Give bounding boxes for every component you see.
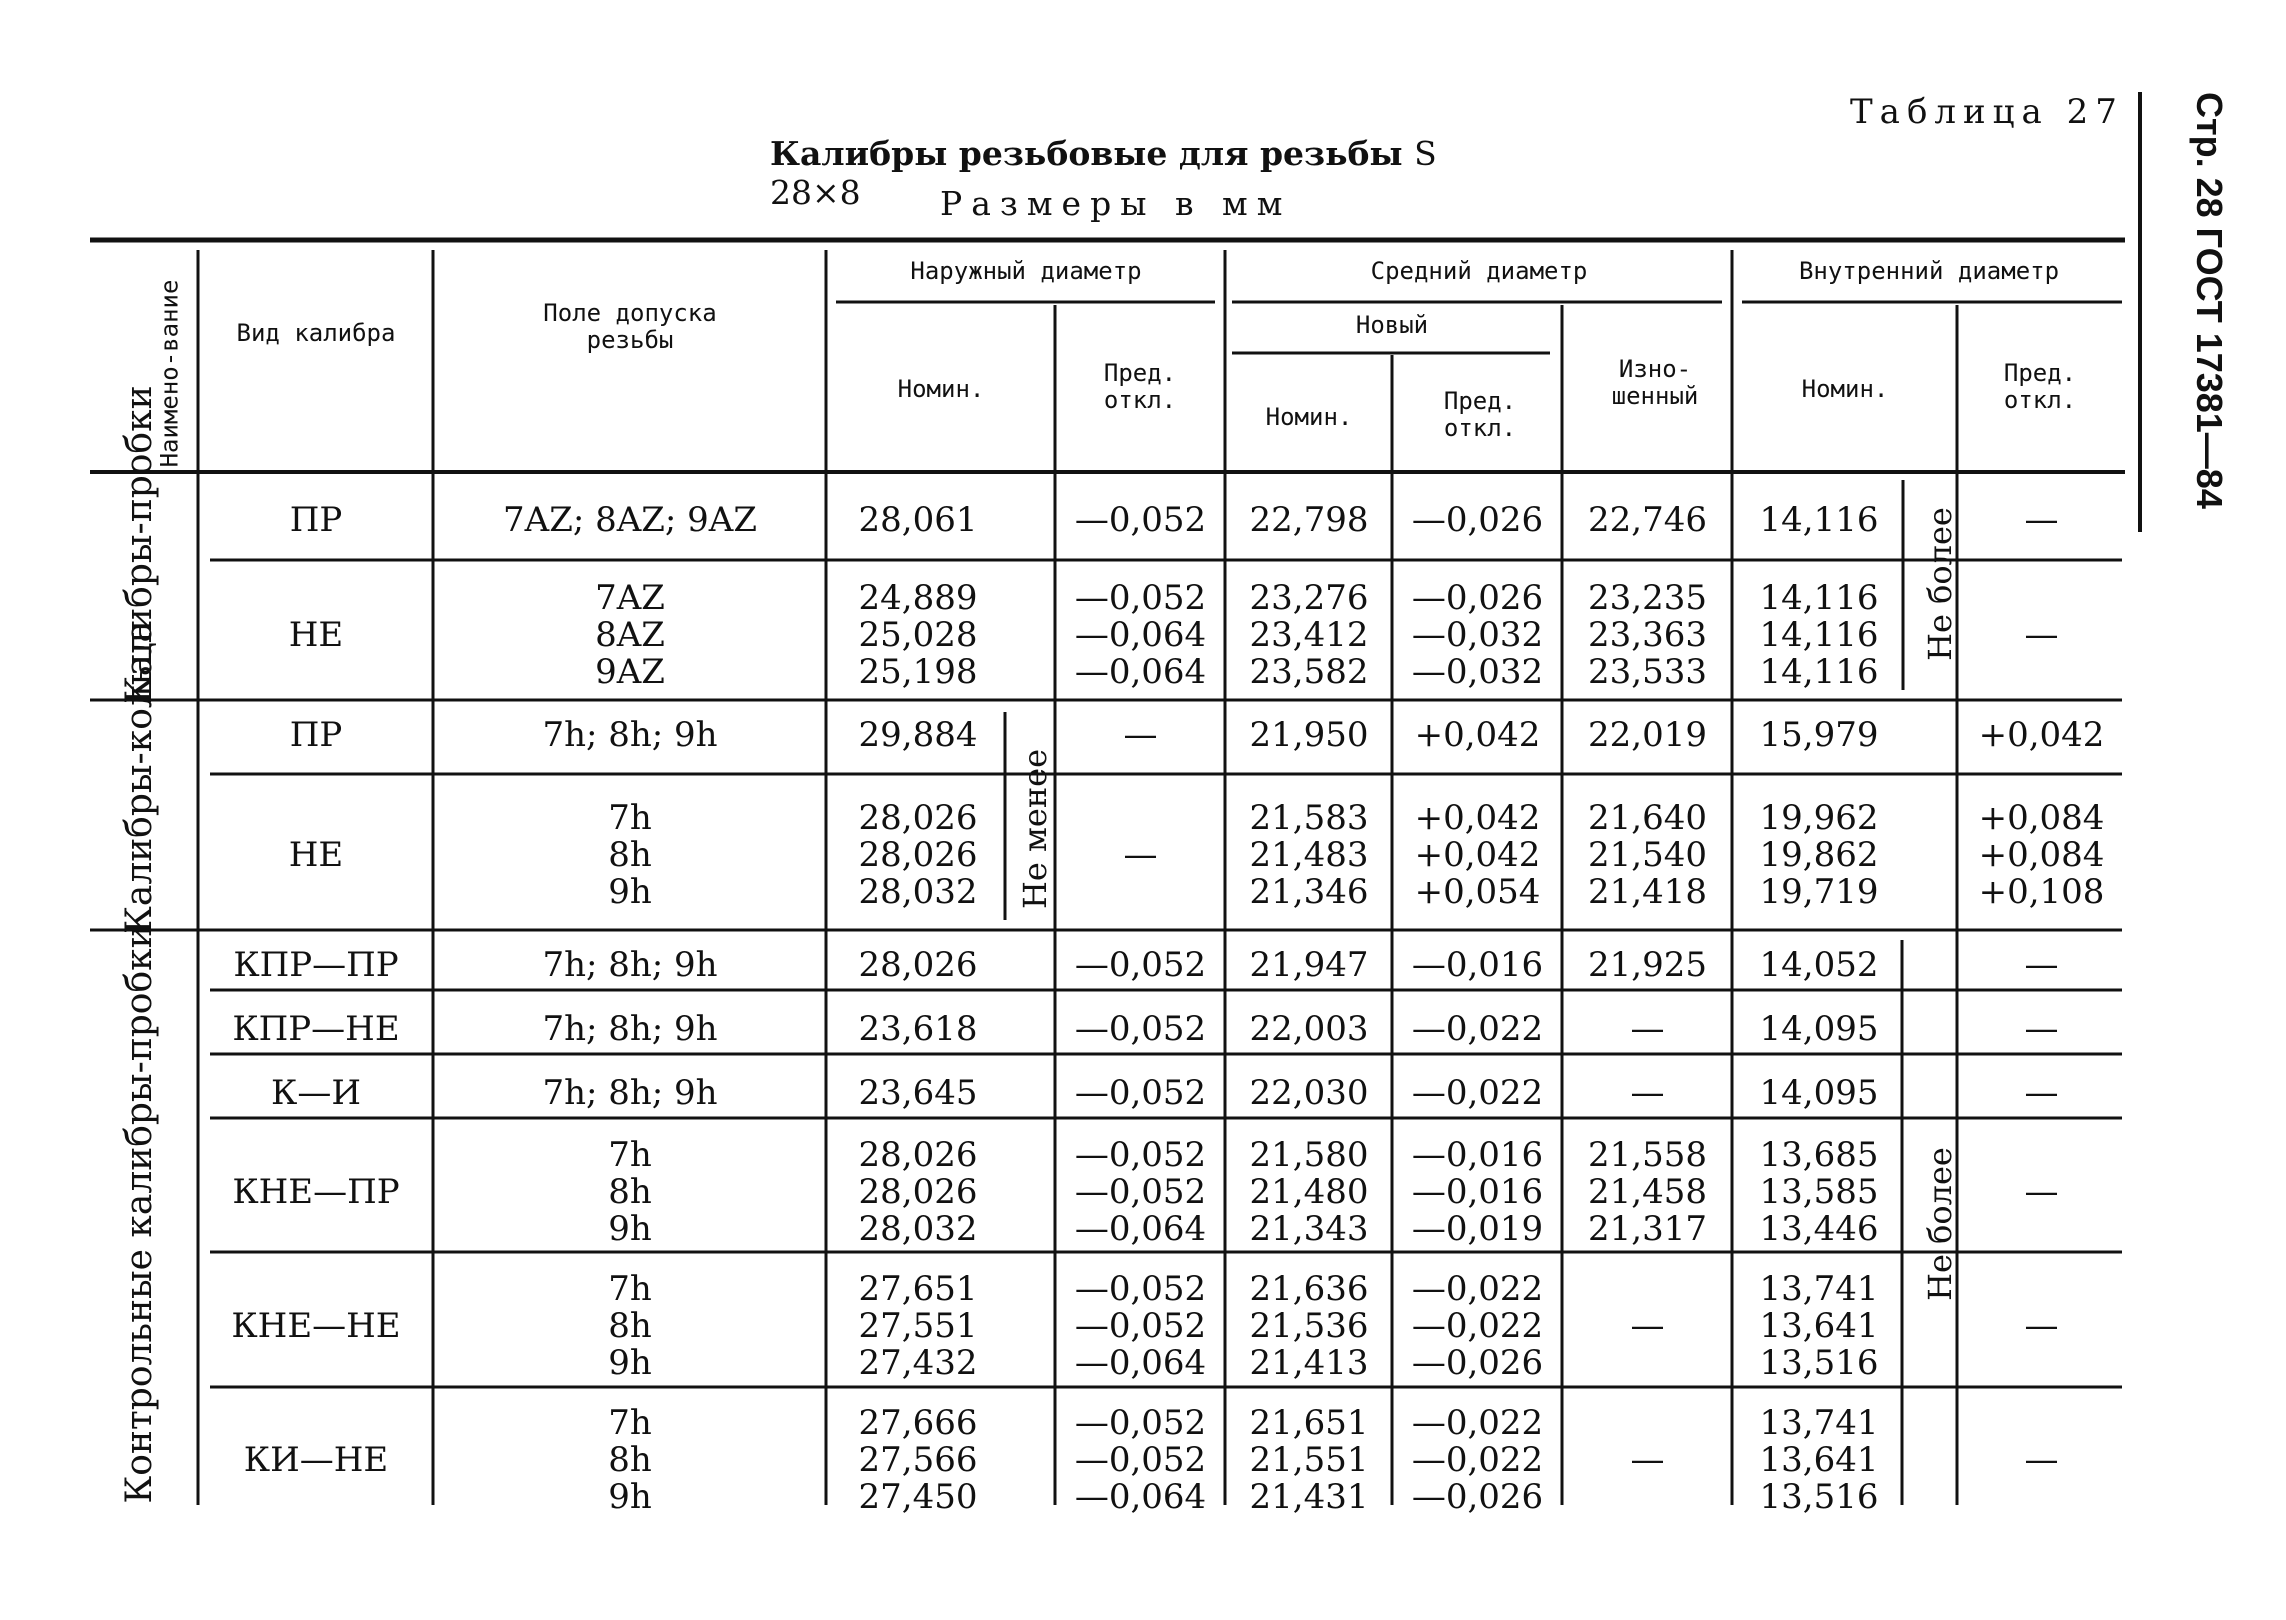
table-number: Таблица 27 (1850, 92, 2124, 132)
row-3-outer-deviation: — (1123, 714, 1158, 755)
row-4-outer-nominal: 28,026 28,026 28,032 (858, 797, 978, 912)
header-tolerance-field: Поле допуска резьбы (543, 299, 717, 354)
group-plug-gauges: Калибры-пробки (119, 385, 160, 704)
row-2-tolerance-field: 7AZ 8AZ 9AZ (595, 577, 665, 692)
header-inner-nominal: Номин. (1801, 375, 1889, 403)
row-8-inner-nominal: 13,685 13,585 13,446 (1759, 1134, 1879, 1249)
row-9-gauge-type: КНЕ—НЕ (231, 1305, 401, 1346)
row-2-middle-worn: 23,235 23,363 23,533 (1588, 577, 1707, 692)
row-9-middle-deviation: —0,022 —0,022 —0,026 (1411, 1268, 1544, 1383)
row-7-tolerance-field: 7h; 8h; 9h (542, 1072, 718, 1113)
row-1-outer-nominal: 28,061 (858, 499, 978, 540)
row-1-middle-worn: 22,746 (1588, 499, 1707, 540)
row-6-outer-nominal: 23,618 (858, 1008, 978, 1049)
row-6-middle-worn: — (1630, 1008, 1665, 1049)
row-10-inner-deviation: — (2024, 1439, 2059, 1480)
row-4-tolerance-field: 7h 8h 9h (608, 797, 652, 912)
row-7-outer-nominal: 23,645 (858, 1072, 978, 1113)
row-1-middle-deviation: —0,026 (1411, 499, 1544, 540)
row-4-inner-deviation: +0,084 +0,084 +0,108 (1978, 797, 2105, 912)
row-3-outer-nominal: 29,884 (858, 714, 978, 755)
row-9-middle-nominal: 21,636 21,536 21,413 (1249, 1268, 1369, 1383)
row-6-tolerance-field: 7h; 8h; 9h (542, 1008, 718, 1049)
row-1-tolerance-field: 7AZ; 8AZ; 9AZ (503, 499, 757, 540)
header-inner-diameter: Внутренний диаметр (1798, 257, 2060, 285)
row-10-inner-nominal: 13,741 13,641 13,516 (1759, 1402, 1879, 1517)
row-6-middle-nominal: 22,003 (1249, 1008, 1369, 1049)
note-not-more-control: Не более (1921, 1147, 1959, 1301)
row-4-outer-deviation: — (1123, 834, 1158, 875)
table-units: Размеры в мм (940, 184, 1292, 223)
row-10-outer-nominal: 27,666 27,566 27,450 (858, 1402, 978, 1517)
row-1-gauge-type: ПР (289, 499, 343, 540)
row-6-inner-nominal: 14,095 (1759, 1008, 1879, 1049)
row-4-middle-nominal: 21,583 21,483 21,346 (1249, 797, 1369, 912)
row-5-outer-nominal: 28,026 (858, 944, 978, 985)
row-5-inner-nominal: 14,052 (1759, 944, 1879, 985)
row-6-middle-deviation: —0,022 (1411, 1008, 1544, 1049)
row-2-outer-deviation: —0,052 —0,064 —0,064 (1074, 577, 1207, 692)
row-2-inner-nominal: 14,116 14,116 14,116 (1759, 577, 1879, 692)
group-ring-gauges: Калибры-кольца (119, 621, 160, 934)
row-8-gauge-type: КНЕ—ПР (232, 1171, 400, 1212)
row-8-middle-deviation: —0,016 —0,016 —0,019 (1411, 1134, 1544, 1249)
header-gauge-type: Вид калибра (236, 319, 396, 347)
row-9-outer-deviation: —0,052 —0,052 —0,064 (1074, 1268, 1207, 1383)
row-7-middle-worn: — (1630, 1072, 1665, 1113)
header-middle-nominal: Номин. (1265, 403, 1353, 431)
row-8-middle-worn: 21,558 21,458 21,317 (1588, 1134, 1707, 1249)
row-10-tolerance-field: 7h 8h 9h (608, 1402, 652, 1517)
row-5-middle-nominal: 21,947 (1249, 944, 1369, 985)
group-control-plug-gauges: Контрольные калибры-пробки (119, 924, 160, 1504)
header-middle-new: Новый (1355, 311, 1429, 339)
header-name: Наимено-вание (155, 279, 184, 468)
row-9-inner-deviation: — (2024, 1305, 2059, 1346)
side-note-text: Стр. 28 ГОСТ 17381—84 (2189, 92, 2230, 509)
header-middle-deviation: Пред. откл. (1443, 387, 1517, 442)
row-2-gauge-type: НЕ (288, 614, 344, 655)
row-3-middle-nominal: 21,950 (1249, 714, 1369, 755)
note-not-less-rings: Не менее (1016, 748, 1054, 909)
header-inner-deviation: Пред. откл. (2003, 359, 2077, 414)
row-3-inner-deviation: +0,042 (1978, 714, 2105, 755)
header-worn: Изно-шенный (1611, 355, 1699, 410)
row-10-middle-nominal: 21,651 21,551 21,431 (1249, 1402, 1369, 1517)
row-10-middle-deviation: —0,022 —0,022 —0,026 (1411, 1402, 1544, 1517)
row-3-middle-worn: 22,019 (1588, 714, 1707, 755)
row-9-tolerance-field: 7h 8h 9h (608, 1268, 652, 1383)
title-text: Калибры резьбовые для резьбы (770, 134, 1403, 173)
row-1-inner-deviation: — (2024, 499, 2059, 540)
row-2-inner-deviation: — (2024, 614, 2059, 655)
row-4-gauge-type: НЕ (288, 834, 344, 875)
row-6-inner-deviation: — (2024, 1008, 2059, 1049)
row-5-middle-deviation: —0,016 (1411, 944, 1544, 985)
row-9-outer-nominal: 27,651 27,551 27,432 (858, 1268, 978, 1383)
row-8-tolerance-field: 7h 8h 9h (608, 1134, 652, 1249)
row-5-gauge-type: КПР—ПР (233, 944, 399, 985)
row-10-middle-worn: — (1630, 1439, 1665, 1480)
row-4-middle-deviation: +0,042 +0,042 +0,054 (1414, 797, 1541, 912)
row-2-middle-nominal: 23,276 23,412 23,582 (1249, 577, 1369, 692)
thread-designation: S 28×8 (770, 134, 1437, 212)
row-4-middle-worn: 21,640 21,540 21,418 (1588, 797, 1707, 912)
row-3-gauge-type: ПР (289, 714, 343, 755)
row-9-inner-nominal: 13,741 13,641 13,516 (1759, 1268, 1879, 1383)
row-7-gauge-type: К—И (271, 1072, 361, 1113)
row-8-middle-nominal: 21,580 21,480 21,343 (1249, 1134, 1369, 1249)
header-outer-diameter: Наружный диаметр (910, 257, 1142, 285)
header-middle-diameter: Средний диаметр (1370, 257, 1588, 285)
row-2-outer-nominal: 24,889 25,028 25,198 (858, 577, 978, 692)
row-3-middle-deviation: +0,042 (1414, 714, 1541, 755)
row-8-outer-deviation: —0,052 —0,052 —0,064 (1074, 1134, 1207, 1249)
row-7-middle-deviation: —0,022 (1411, 1072, 1544, 1113)
header-outer-nominal: Номин. (897, 375, 985, 403)
row-7-outer-deviation: —0,052 (1074, 1072, 1207, 1113)
row-3-inner-nominal: 15,979 (1759, 714, 1879, 755)
row-5-middle-worn: 21,925 (1588, 944, 1707, 985)
row-8-inner-deviation: — (2024, 1171, 2059, 1212)
row-10-outer-deviation: —0,052 —0,052 —0,064 (1074, 1402, 1207, 1517)
row-7-middle-nominal: 22,030 (1249, 1072, 1369, 1113)
row-5-outer-deviation: —0,052 (1074, 944, 1207, 985)
row-5-inner-deviation: — (2024, 944, 2059, 985)
row-3-tolerance-field: 7h; 8h; 9h (542, 714, 718, 755)
row-10-gauge-type: КИ—НЕ (243, 1439, 389, 1480)
row-9-middle-worn: — (1630, 1305, 1665, 1346)
row-5-tolerance-field: 7h; 8h; 9h (542, 944, 718, 985)
row-7-inner-deviation: — (2024, 1072, 2059, 1113)
row-1-middle-nominal: 22,798 (1249, 499, 1369, 540)
header-outer-deviation: Пред. откл. (1103, 359, 1177, 414)
row-1-outer-deviation: —0,052 (1074, 499, 1207, 540)
row-7-inner-nominal: 14,095 (1759, 1072, 1879, 1113)
row-6-gauge-type: КПР—НЕ (232, 1008, 400, 1049)
row-2-middle-deviation: —0,026 —0,032 —0,032 (1411, 577, 1544, 692)
row-1-inner-nominal: 14,116 (1759, 499, 1879, 540)
row-6-outer-deviation: —0,052 (1074, 1008, 1207, 1049)
note-not-more-plugs: Не более (1921, 507, 1959, 661)
row-4-inner-nominal: 19,962 19,862 19,719 (1759, 797, 1879, 912)
row-8-outer-nominal: 28,026 28,026 28,032 (858, 1134, 978, 1249)
